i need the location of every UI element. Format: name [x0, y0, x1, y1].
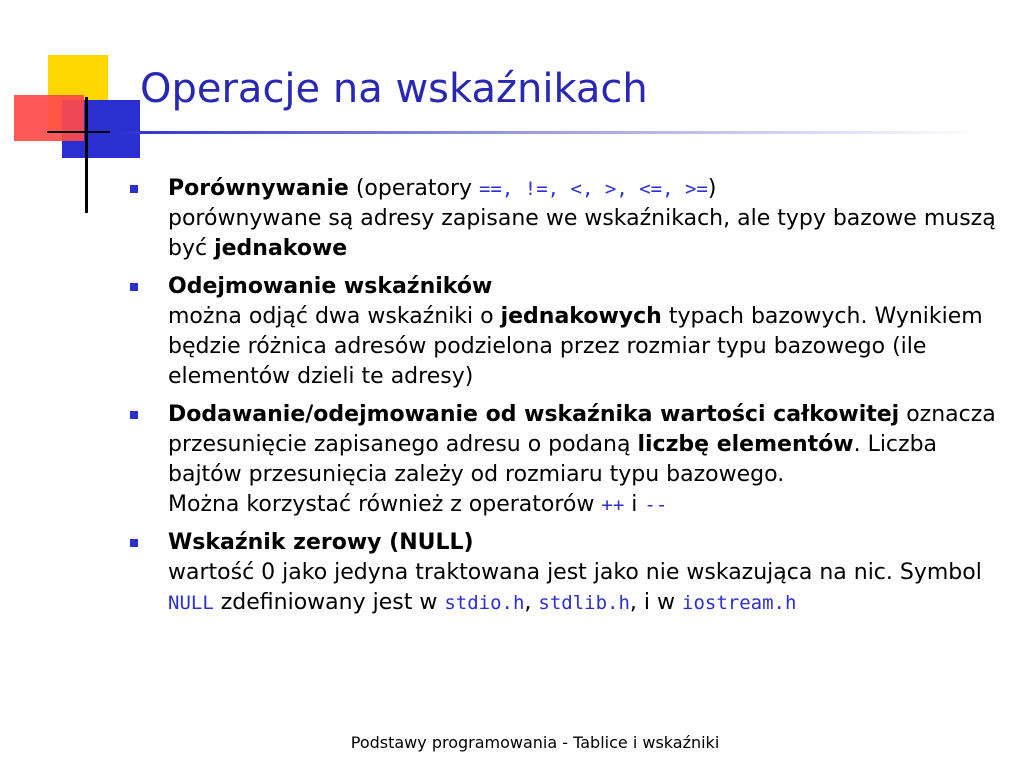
bullet-emphasis: liczbę elementów	[637, 432, 854, 457]
bullet-heading: Odejmowanie wskaźników	[168, 274, 493, 299]
bullet-null	[130, 528, 1000, 618]
bullet-emphasis: jednakowe	[214, 236, 348, 261]
bullet-heading: Wskaźnik zerowy (NULL)	[168, 530, 474, 555]
code-stdlib: stdlib.h	[538, 592, 630, 614]
bullet-list	[130, 174, 1000, 626]
bullet-marker	[130, 185, 138, 193]
bullet-text: można odjąć dwa wskaźniki o	[168, 304, 501, 329]
bullet-text: porównywane są adresy zapisane we wskaźnikach, ale typy bazowe muszą być	[168, 206, 996, 261]
code-stdio: stdio.h	[444, 592, 525, 614]
bullet-text: i	[624, 492, 645, 517]
bullet-text: (operatory	[348, 176, 480, 201]
bullet-text: Można korzystać również z operatorów	[168, 492, 602, 517]
code-operators: ==, !=, <, >, <=, >=	[479, 178, 708, 200]
code-decrement: --	[644, 494, 668, 516]
bullet-text: ,	[524, 590, 539, 615]
slide-footer: Podstawy programowania - Tablice i wskaźniki	[350, 733, 720, 752]
bullet-addition	[130, 400, 1000, 520]
bullet-heading: Porównywanie	[168, 176, 349, 201]
bullet-text: typach bazowych. Wynikiem będzie różnica adresów podzielona przez rozmiar typu bazowego (ile elementów dzieli te adresy)	[168, 304, 983, 389]
bullet-text: , i w	[629, 590, 682, 615]
bullet-comparison	[130, 174, 1000, 264]
code-iostream: iostream.h	[682, 592, 797, 614]
bullet-marker	[130, 539, 138, 547]
bullet-heading: Dodawanie/odejmowanie od wskaźnika wartości całkowitej	[168, 402, 900, 427]
bullet-text: zdefiniowany jest w	[213, 590, 445, 615]
bullet-subtraction	[130, 272, 1000, 392]
code-null: NULL	[168, 592, 214, 614]
bullet-text: oznacza przesunięcie zapisanego adresu o podaną	[168, 402, 996, 457]
bullet-text: . Liczba bajtów przesunięcia zależy od rozmiaru typu bazowego.	[168, 432, 938, 487]
decor-red-square	[14, 95, 84, 141]
decor-vertical-line	[85, 97, 88, 213]
bullet-emphasis: jednakowych	[500, 304, 662, 329]
bullet-text: wartość 0 jako jedyna traktowana jest jako nie wskazująca na nic. Symbol	[168, 560, 982, 585]
code-increment: ++	[601, 494, 625, 516]
slide-title: Operacje na wskaźnikach	[140, 66, 648, 112]
title-underline	[110, 131, 980, 134]
bullet-marker	[130, 411, 138, 419]
bullet-marker	[130, 283, 138, 291]
bullet-text: )	[707, 176, 717, 201]
